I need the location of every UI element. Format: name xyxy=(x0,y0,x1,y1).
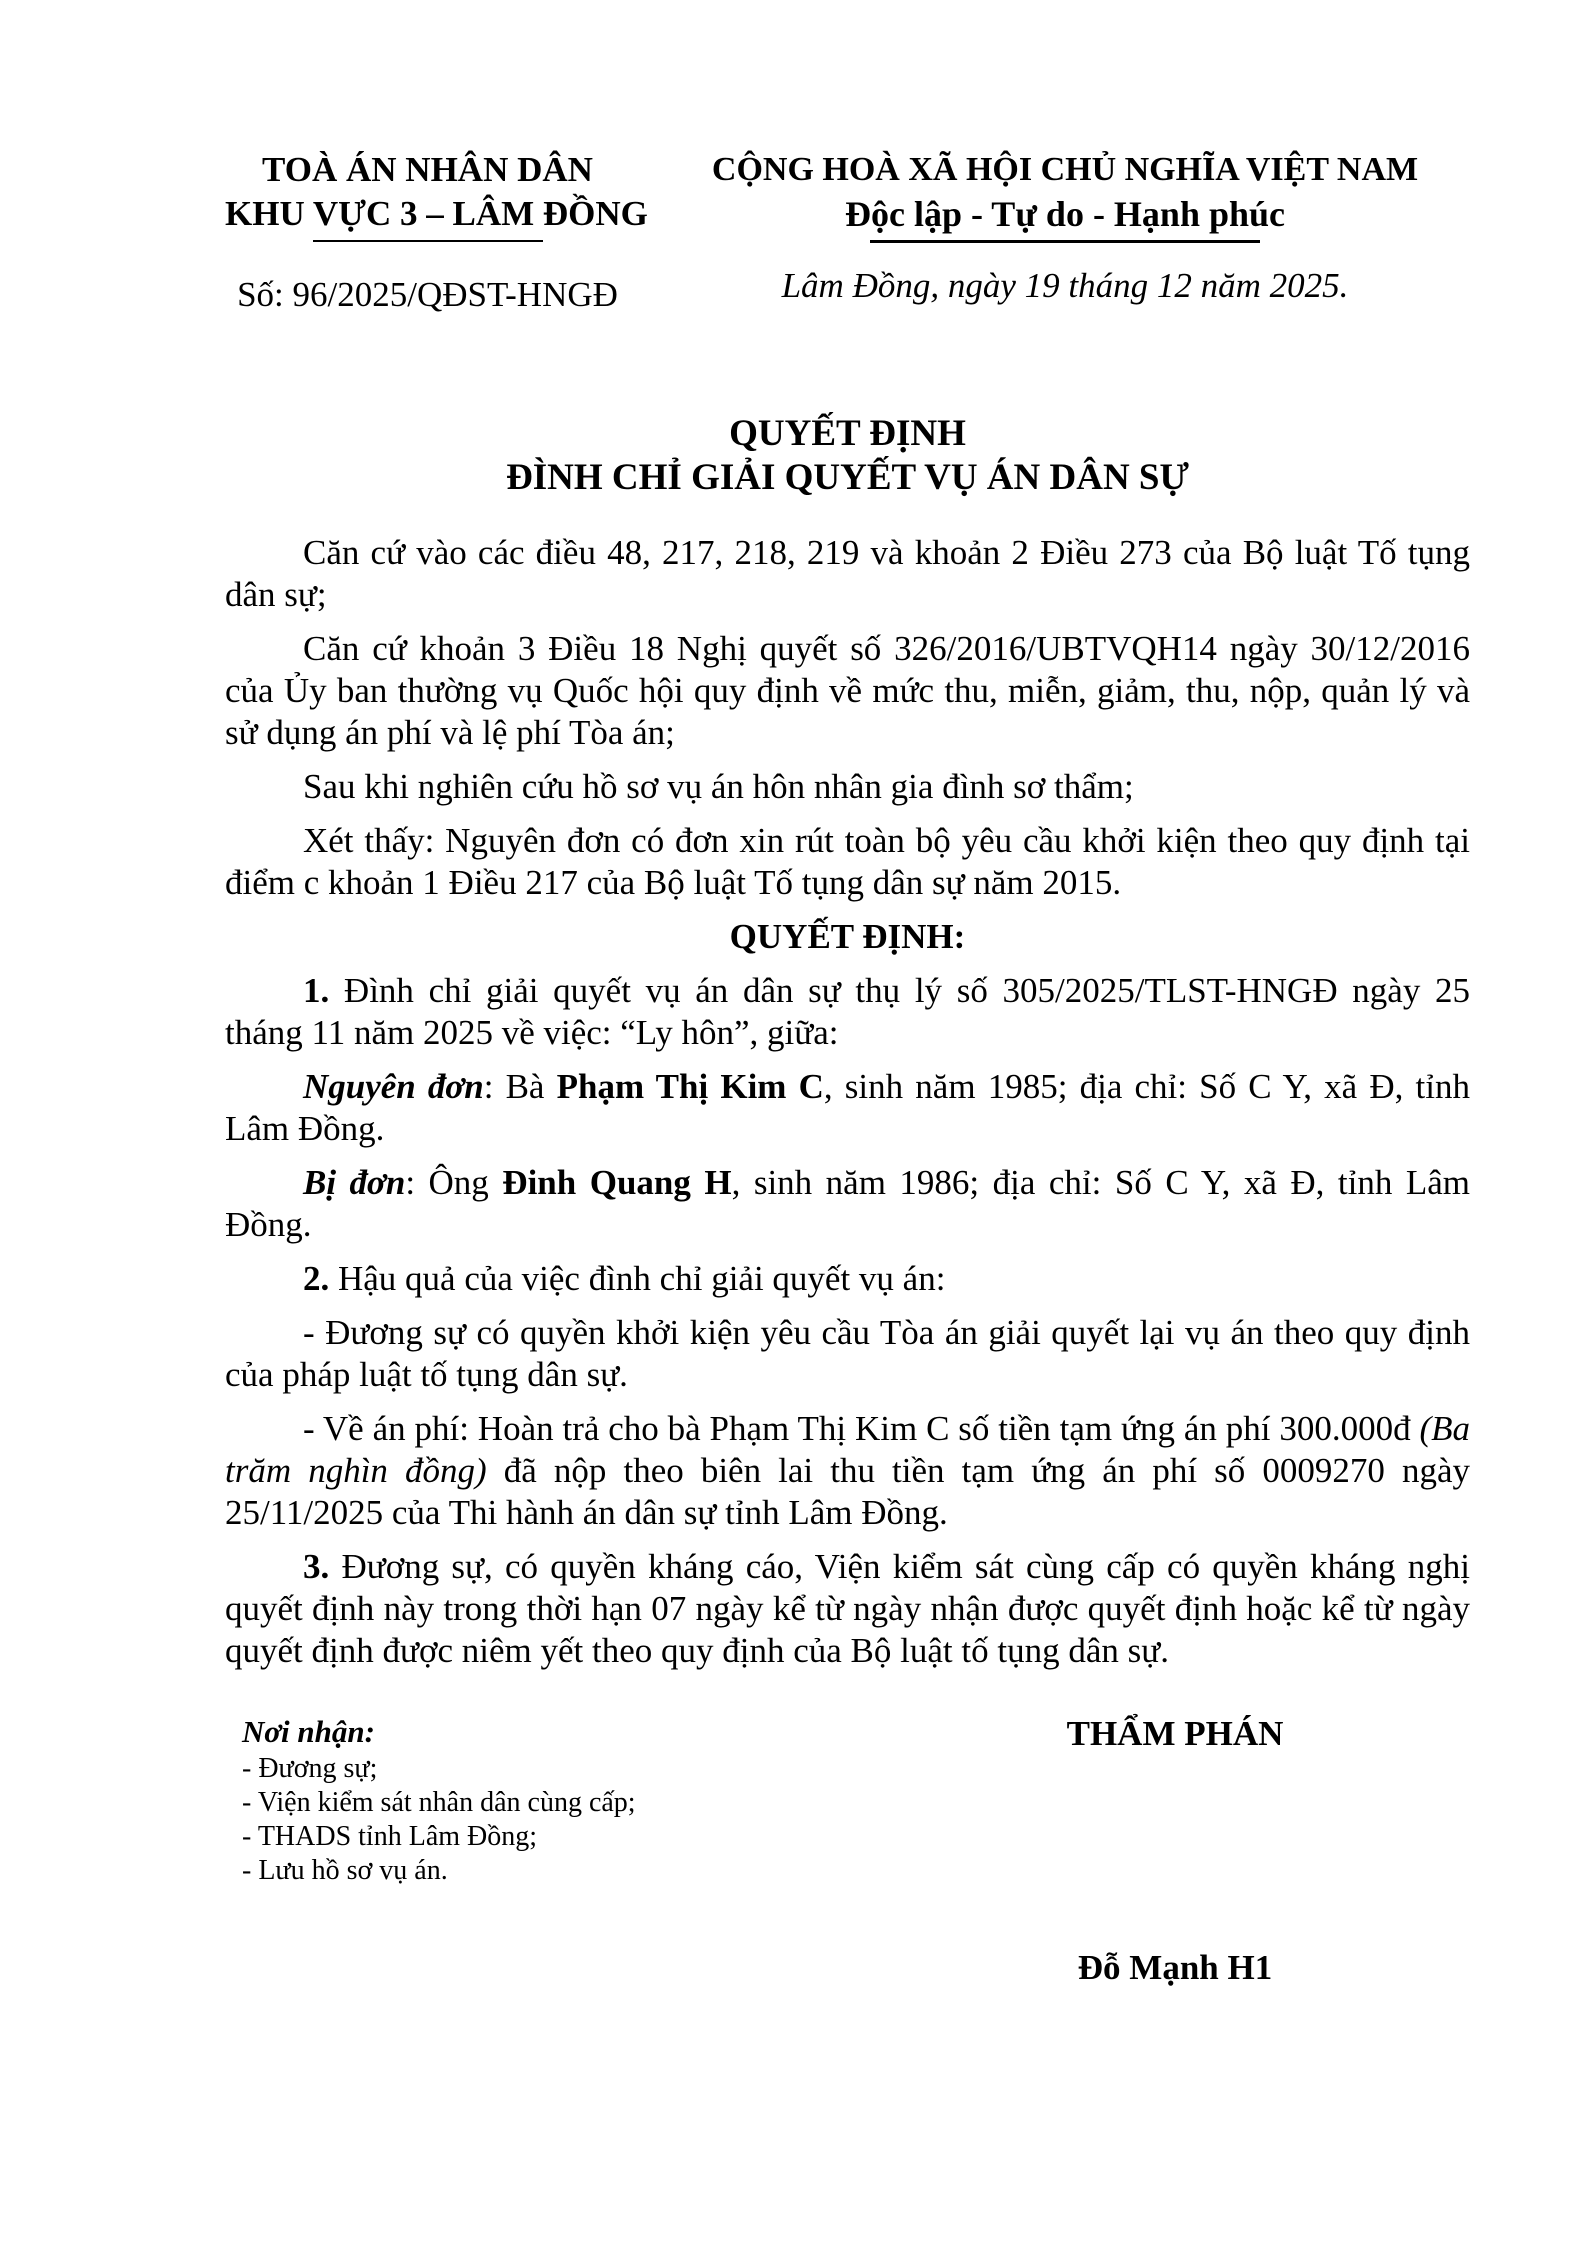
recipients-label: Nơi nhận: xyxy=(242,1714,375,1749)
defendant-paragraph xyxy=(225,1162,1470,1246)
signature-block xyxy=(935,1712,1415,1990)
recipient-item: - THADS tỉnh Lâm Đồng; xyxy=(242,1821,538,1852)
article-3-number: 3. xyxy=(303,1547,330,1586)
court-name-line2: KHU VỰC 3 – LÂM ĐỒNG xyxy=(225,194,648,233)
article-2-text: Hậu quả của việc đình chỉ giải quyết vụ án: xyxy=(329,1259,946,1298)
legal-basis-1: Căn cứ vào các điều 48, 217, 218, 219 và khoản 2 Điều 273 của Bộ luật Tố tụng dân sự; xyxy=(225,533,1470,614)
plaintiff-pre: : Bà xyxy=(483,1067,557,1106)
fee-amount-words: (Ba trăm nghìn đồng) xyxy=(225,1409,1470,1490)
signer-title: THẨM PHÁN xyxy=(1066,1714,1284,1753)
national-title: CỘNG HOÀ XÃ HỘI CHỦ NGHĨA VIỆT NAM xyxy=(711,151,1419,188)
court-name-line1: TOÀ ÁN NHÂN DÂN xyxy=(262,150,593,189)
recipient-item: - Viện kiểm sát nhân dân cùng cấp; xyxy=(242,1787,636,1818)
fee-text-rest: đã nộp theo biên lai thu tiền tạm ứng án phí số 0009270 ngày 25/11/2025 của Thi hành án dân sự tỉnh Lâm Đồng. xyxy=(225,1451,1471,1532)
decision-heading: QUYẾT ĐỊNH: xyxy=(729,917,966,956)
defendant-label: Bị đơn xyxy=(303,1163,406,1202)
court-underline xyxy=(313,240,543,242)
document-content xyxy=(225,148,1470,1990)
defendant-pre: : Ông xyxy=(405,1163,503,1202)
signer-name: Đỗ Mạnh H1 xyxy=(1077,1948,1273,1987)
national-motto-block xyxy=(660,148,1470,316)
document-title-line2: ĐÌNH CHỈ GIẢI QUYẾT VỤ ÁN DÂN SỰ xyxy=(506,457,1189,498)
fee-text-pre: - Về án phí: Hoàn trả cho bà Phạm Thị Kim C số tiền tạm ứng án phí 300.000đ xyxy=(303,1409,1420,1448)
document-title-line1: QUYẾT ĐỊNH xyxy=(729,413,966,454)
legal-basis-3: Sau khi nghiên cứu hồ sơ vụ án hôn nhân gia đình sơ thẩm; xyxy=(303,767,1134,806)
article-3 xyxy=(225,1546,1470,1672)
plaintiff-details: , sinh năm 1985; địa chỉ: Số C Y, xã Đ, tỉnh Lâm Đồng. xyxy=(225,1067,1471,1148)
plaintiff-name: Phạm Thị Kim C xyxy=(556,1067,824,1106)
document-body xyxy=(225,532,1470,1672)
national-motto: Độc lập - Tự do - Hạnh phúc xyxy=(844,194,1286,234)
defendant-name: Đinh Quang H xyxy=(502,1163,732,1202)
recipients-block xyxy=(225,1712,935,1990)
article-1-number: 1. xyxy=(303,971,330,1010)
document-number: Số: 96/2025/QĐST-HNGĐ xyxy=(237,275,618,314)
plaintiff-label: Nguyên đơn xyxy=(303,1067,484,1106)
legal-basis-4: Xét thấy: Nguyên đơn có đơn xin rút toàn bộ yêu cầu khởi kiện theo quy định tại điểm c khoản 1 Điều 217 của Bộ luật Tố tụng dân sự năm 2015. xyxy=(225,821,1470,902)
legal-basis-2: Căn cứ khoản 3 Điều 18 Nghị quyết số 326/2016/UBTVQH14 ngày 30/12/2016 của Ủy ban thường vụ Quốc hội quy định về mức thu, miễn, giảm, thu, nộp, quản lý và sử dụng án phí và lệ phí Tòa án; xyxy=(225,629,1470,752)
recipient-item: - Đương sự; xyxy=(242,1753,378,1784)
article-1 xyxy=(225,970,1470,1054)
article-1-text: Đình chỉ giải quyết vụ án dân sự thụ lý số 305/2025/TLST-HNGĐ ngày 25 tháng 11 năm 2025 về việc: “Ly hôn”, giữa: xyxy=(225,971,1470,1052)
recipient-item: - Lưu hồ sơ vụ án. xyxy=(242,1855,448,1886)
plaintiff-paragraph xyxy=(225,1066,1470,1150)
motto-underline xyxy=(870,240,1260,243)
article-2-consequence: - Đương sự có quyền khởi kiện yêu cầu Tòa án giải quyết lại vụ án theo quy định của pháp luật tố tụng dân sự. xyxy=(225,1313,1470,1394)
place-and-date: Lâm Đồng, ngày 19 tháng 12 năm 2025. xyxy=(781,266,1349,305)
article-2 xyxy=(225,1258,1470,1300)
issuing-court-block xyxy=(225,148,648,316)
article-2-fee xyxy=(225,1408,1470,1534)
document-footer xyxy=(225,1712,1470,1990)
document-title-block xyxy=(225,412,1470,500)
defendant-details: , sinh năm 1986; địa chỉ: Số C Y, xã Đ, tỉnh Lâm Đồng. xyxy=(225,1163,1470,1244)
article-2-number: 2. xyxy=(303,1259,330,1298)
article-3-text: Đương sự, có quyền kháng cáo, Viện kiểm sát cùng cấp có quyền kháng nghị quyết định này trong thời hạn 07 ngày kể từ ngày nhận được quyết định hoặc kể từ ngày quyết định được niêm yết theo quy định của Bộ luật tố tụng dân sự. xyxy=(225,1547,1470,1670)
document-header xyxy=(225,148,1470,316)
